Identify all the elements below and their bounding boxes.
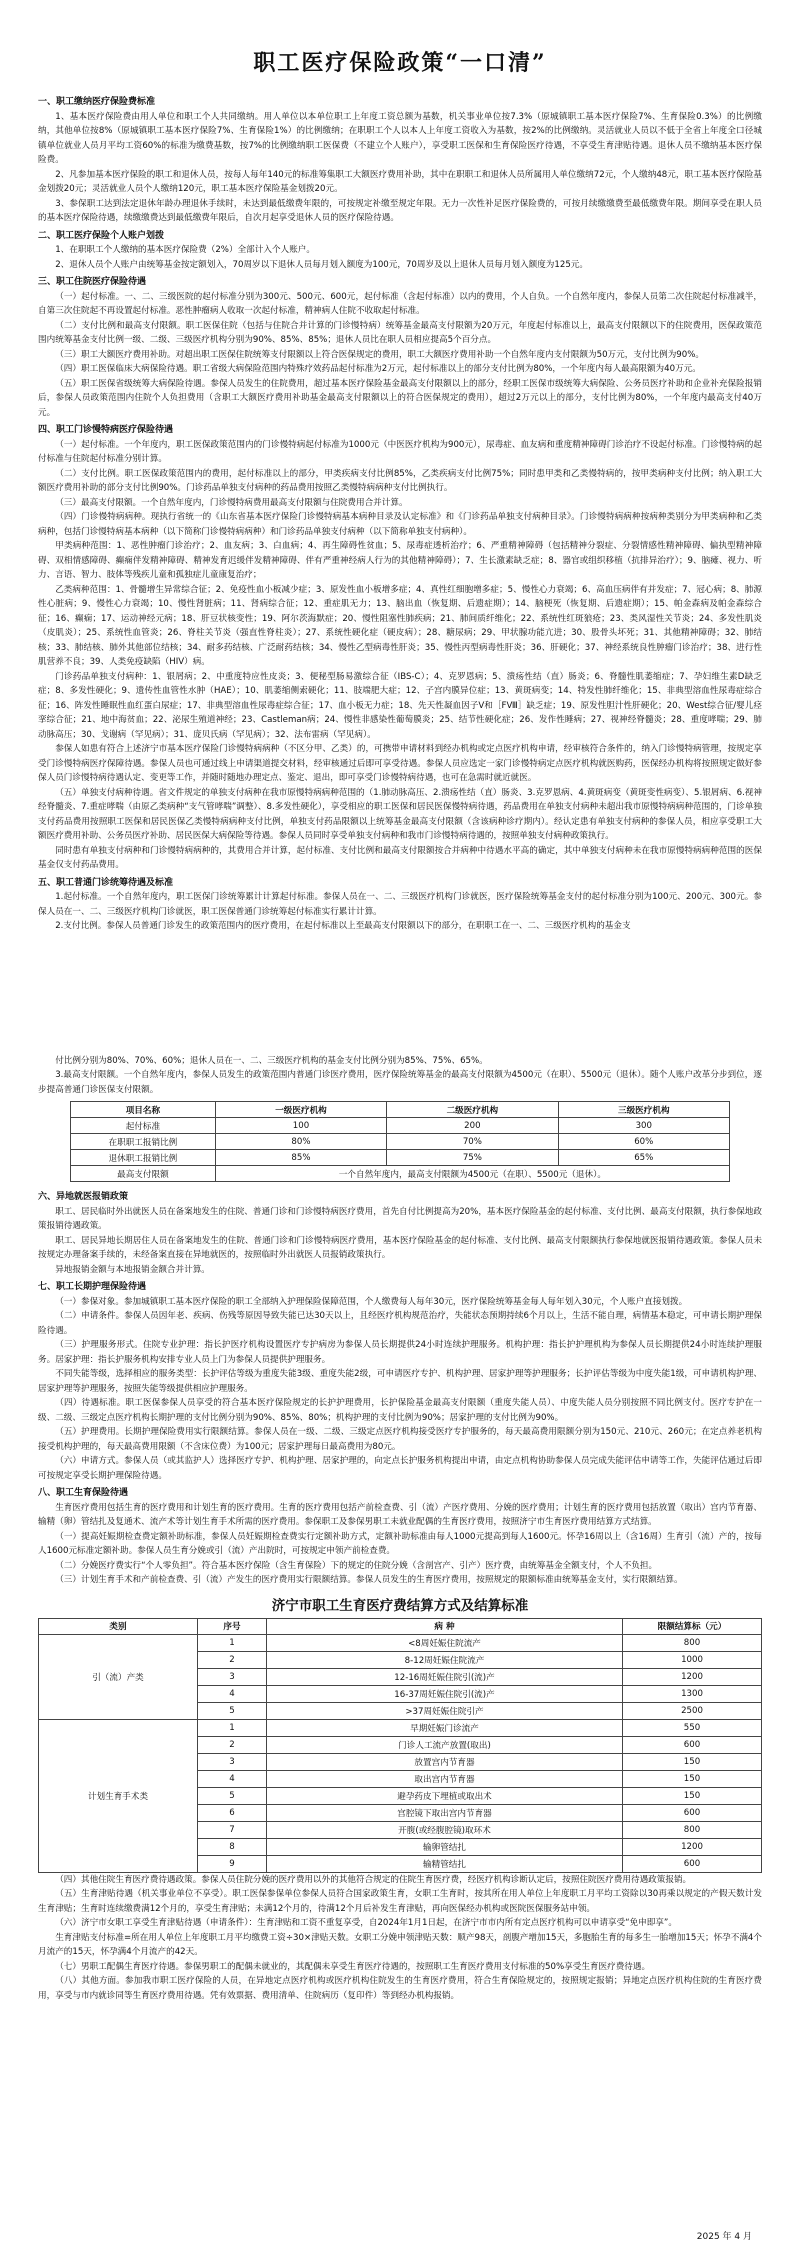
category-cell: 引（流）产类	[39, 1634, 198, 1719]
blank-gap	[38, 934, 762, 1054]
paragraph: （三）计划生育手术和产前检查费、引（流）产发生的医疗费用实行限额结算。参保人员发生的生育医疗费用，按照规定的限额标准由统筹基金支付，实行限额结算。	[55, 1575, 683, 1585]
table-cell: 600	[623, 1736, 762, 1753]
table-cell: 8	[198, 1838, 267, 1855]
paragraph: 生育医疗费用包括生育的医疗费用和计划生育的医疗费用。生育的医疗费用包括产前检查费、引（流）产医疗费用、分娩的医疗费用；计划生育的医疗费用包括放置（取出）宫内节育器、输精（卵）管结扎及复通术、流产术等计划生育手术所需的医疗费用。参保职工及参保男职工未就业配偶的生育医疗费用，按照济宁市生育医疗费用结算方式结算。	[38, 1502, 762, 1527]
table-cell: 3	[198, 1668, 267, 1685]
table-cell: 在职职工报销比例	[71, 1134, 216, 1150]
paragraph: （三）最高支付限额。一个自然年度内，门诊慢特病费用最高支付限额与住院费用合并计算。	[55, 497, 408, 508]
paragraph: （一）起付标准。一个年度内，职工医保政策范围内的门诊慢特病起付标准为1000元（中医医疗机构为900元），尿毒症、血友病和重度精神障碍门诊治疗不设起付标准。门诊慢特病的起付标准与住院起付标准分别计算。	[38, 439, 762, 464]
table-cell: 600	[623, 1804, 762, 1821]
table-cell: 9	[198, 1855, 267, 1872]
publish-date: 2025 年 4 月	[696, 2232, 752, 2242]
paragraph: 1、在职职工个人缴纳的基本医疗保险费（2%）全部计入个人账户。	[55, 245, 315, 255]
table-cell: 退休职工报销比例	[71, 1150, 216, 1166]
table-cell: 最高支付限额	[71, 1166, 216, 1182]
table-cell: 3	[198, 1753, 267, 1770]
table-cell: 1200	[623, 1838, 762, 1855]
outpatient-table-body	[71, 1118, 730, 1166]
paragraph: 3、参保职工达到法定退休年龄办理退休手续时，未达到最低缴费年限的，可按规定补缴至规定年限。无力一次性补足医疗保险费的，可按月续缴缴费至最低缴费年限。期间享受在职人员的基本医疗保险待遇，续缴缴费达到最低缴费年限后，自次月起享受退休人员的医疗保险待遇。	[38, 198, 762, 223]
table-header-cell: 限额结算标（元）	[623, 1618, 762, 1634]
paragraph: （一）参保对象。参加城镇职工基本医疗保险的职工全部纳入护理保险保障范围，个人缴费每人每年30元，医疗保险统筹基金每人每年划入30元，个人账户直接划拨。	[55, 1296, 688, 1307]
section-heading: 三、职工住院医疗保险待遇	[38, 277, 147, 287]
paragraph: 2、凡参加基本医疗保险的职工和退休人员，按每人每年140元的标准筹集职工大额医疗费用补助，其中在职职工和退休人员所属用人单位缴纳72元，个人缴纳48元，职工基本医疗保险基金划拨20元；灵活就业人员个人缴纳120元，职工基本医疗保险基金划拨20元。	[38, 169, 762, 194]
table-cell: 1300	[623, 1685, 762, 1702]
table-cell: 80%	[215, 1134, 386, 1150]
paragraph: （一）提高妊娠期检查费定额补助标准，参保人员妊娠期检查费实行定额补助方式，定额补助标准由每人1000元提高到每人1600元。怀孕16周以上（含16周）生育引（流）产的，按每人1600元标准定额补助。参保人员生育分娩或引（流）产出院时，可按规定申领产前检查费。	[38, 1531, 762, 1556]
table-cell: >37周妊娠住院引产	[267, 1702, 623, 1719]
outpatient-table	[70, 1101, 730, 1182]
paragraph: （三）职工大额医疗费用补助。对超出职工医保住院统筹支付限额以上符合医保规定的费用，职工大额医疗费用补助一个自然年度内支付限额为50万元，支付比例为90%。	[55, 349, 704, 360]
paragraph: 3.最高支付限额。一个自然年度内，参保人员发生的政策范围内普通门诊医疗费用，医疗保险统筹基金的最高支付限额为4500元（在职）、5500元（退休）。随个人账户改革分步到位，逐步提高普通门诊医保支付限额。	[38, 1070, 762, 1095]
table-cell: 12-16周妊娠住院引(流)产	[267, 1668, 623, 1685]
table-cell: 门诊人工流产放置(取出)	[267, 1736, 623, 1753]
paragraph: （四）其他住院生育医疗费待遇政策。参保人员住院分娩的医疗费用以外的其他符合规定的住院生育医疗费，经医疗机构诊断认定后，按照住院医疗费用待遇政策报销。	[55, 1874, 692, 1885]
paragraph: 乙类病种范围：1、骨髓增生异常综合征；2、免疫性血小板减少症；3、原发性血小板增多症；4、真性红细胞增多症；5、慢性心力衰竭；6、高血压病伴有并发症；7、冠心病；8、肺源性心脏病；9、慢性心力衰竭；10、慢性肾脏病；11、肾病综合征；12、重症肌无力；13、脑出血（恢复期、后遗症期）；14、脑梗死（恢复期、后遗症期）；15、帕金森病及帕金森综合征；16、癫痫；17、运动神经元病；18、肝豆状核变性；19、阿尔茨海默症；20、慢性阻塞性肺疾病；21、肺间质纤维化；22、系统性红斑狼疮；23、类风湿性关节炎；24、多发性肌炎（皮肌炎）；25、系统性血管炎；26、脊柱关节炎（强直性脊柱炎）；27、系统性硬化症（硬皮病）；28、糖尿病；29、甲状腺功能亢进；30、股骨头坏死；31、其他精神障碍；32、肺结核；33、肺结核、肺外其他部位结核；34、耐多药结核、广泛耐药结核；34、慢性乙型病毒性肝炎；35、慢性丙型病毒性肝炎；36、肝硬化；37、神经系统良性肿瘤门诊治疗；38、进行性肌营养不良；39、人类免疫缺陷（HIV）病。	[38, 584, 762, 667]
paragraph: （四）门诊慢特病病种。现执行省统一的《山东省基本医疗保险门诊慢特病基本病种目录及认定标准》和《门诊药品单独支付病种目录》。门诊慢特病病种按病种类别分为甲类病种和乙类病种，包括门诊慢特病基本病种（以下简称门诊慢特病病种）和门诊药品单独支付病种（以下简称单独支付病种）。	[38, 512, 762, 537]
paragraph: 异地报销金额与本地报销金额合并计算。	[55, 1264, 210, 1275]
table-cell: 60%	[558, 1134, 729, 1150]
table-header-cell: 二级医疗机构	[387, 1102, 558, 1118]
maternity-table-title: 济宁市职工生育医疗费结算方式及结算标准	[271, 1597, 529, 1614]
table-cell: 7	[198, 1821, 267, 1838]
paragraph: （五）职工医保省级统筹大病保险待遇。参保人员发生的住院费用，超过基本医疗保险基金最高支付限额以上的部分，经职工医保市级统筹大病保险、公务员医疗补助和企业补充保险报销后，参保人员政策范围内住院个人负担费用（含职工大额医疗费用补助基金最高支付限额以上的符合医保规定的费用），超过2万元以上的部分，支付比例为80%，一个年度内最高支付40万元。	[38, 378, 762, 418]
section-heading: 二、职工医疗保险个人账户划拨	[38, 230, 165, 241]
section-heading: 四、职工门诊慢特病医疗保险待遇	[38, 425, 174, 435]
table-header-cell: 序号	[198, 1618, 267, 1634]
table-cell: 200	[387, 1118, 558, 1134]
section-part-3	[38, 1190, 762, 1588]
paragraph: （六）申请方式。参保人员（或其监护人）选择医疗专护、机构护理、居家护理的，向定点长护服务机构提出申请，由定点机构协助参保人员完成失能评估申请等工作，失能评估通过后即可按规定享受长期护理保险待遇。	[38, 1456, 762, 1481]
paragraph: （二）支付比例。职工医保政策范围内的费用，起付标准以上的部分，甲类疾病支付比例85%，乙类疾病支付比例75%；同时患甲类和乙类慢特病的，按甲类病种支付比例；纳入职工大额医疗费用补助的部分支付比例90%。门诊药品单独支付病种的药品费用按照乙类慢特病病种支付比例执行。	[38, 468, 762, 493]
table-cell: 5	[198, 1787, 267, 1804]
table-cell: 取出宫内节育器	[267, 1770, 623, 1787]
table-cell: 16-37周妊娠住院引(流)产	[267, 1685, 623, 1702]
paragraph: 1、基本医疗保险费由用人单位和职工个人共同缴纳。用人单位以本单位职工上年度工资总额为基数，机关事业单位按7.3%（原城镇职工基本医疗保险7%、生育保险0.3%）的比例缴纳，其他单位按8%（原城镇职工基本医疗保险7%、生育保险1%）的比例缴纳；在职职工个人以本人上年度工资收入为基数，按2%的比例缴纳。灵活就业人员以不低于全省上年度全口径城镇单位就业人员月平均工资60%的标准为缴费基数，按7%的比例缴纳职工医保费（不建立个人账户），享受职工医保和生育保险医疗待遇，不享受生育津贴待遇。退休人员不缴纳基本医疗保险费。	[38, 111, 762, 165]
paragraph: 不同失能等级，选择相应的服务类型：长护评估等级为重度失能3级、重度失能2级，可申请医疗专护、机构护理、居家护理等护理服务；长护评估等级为中度失能1级，可申请机构护理、居家护理等护理服务，按照失能等级提供相应护理服务。	[38, 1369, 762, 1394]
table-cell: 开腹(或经腹腔镜)取环术	[267, 1821, 623, 1838]
category-cell: 计划生育手术类	[39, 1719, 198, 1872]
table-cell: 1	[198, 1719, 267, 1736]
table-row	[39, 1634, 762, 1651]
section-heading: 七、职工长期护理保险待遇	[38, 1282, 147, 1292]
paragraph: 职工、居民异地长期居住人员在备案地发生的住院、普通门诊和门诊慢特病医疗费用，基本医疗保险基金的起付标准、支付比例、最高支付限额执行参保地就医报销待遇政策。参保人员未按规定办理备案手续的，未经备案直接在异地就医的，按照临时外出就医人员报销政策执行。	[38, 1235, 762, 1260]
table-cell: 输卵管结扎	[267, 1838, 623, 1855]
table-cell: 4	[198, 1685, 267, 1702]
paragraph: 甲类病种范围：1、恶性肿瘤门诊治疗；2、血友病；3、白血病；4、再生障碍性贫血；5、尿毒症透析治疗；6、严重精神障碍（包括精神分裂症、分裂情感性精神障碍、偏执型精神障碍、双相情感障碍、癫痫伴发精神障碍、精神发育迟缓伴发精神障碍、伴有严重神经病人行为的其他精神障碍）；7、生长激素缺乏症；8、器官或组织移植（抗排异治疗）；9、脑瘫、视力、听力、言语、智力、肢体等残疾儿童和孤独症儿童康复治疗；	[38, 541, 762, 580]
section-heading: 八、职工生育保险待遇	[38, 1488, 129, 1498]
table-header-cell: 三级医疗机构	[558, 1102, 729, 1118]
table-header-row	[39, 1618, 762, 1634]
table-row	[71, 1166, 730, 1182]
table-cell: 8-12周妊娠住院流产	[267, 1651, 623, 1668]
table-cell: 75%	[387, 1150, 558, 1166]
section-heading: 六、异地就医报销政策	[38, 1192, 129, 1202]
table-row	[71, 1118, 730, 1134]
table-cell: 150	[623, 1787, 762, 1804]
table-cell: 1000	[623, 1651, 762, 1668]
paragraph: （二）支付比例和最高支付限额。职工医保住院（包括与住院合并计算的门诊慢特病）统筹基金最高支付限额为20万元，年度起付标准以上，最高支付限额以下的住院费用，医保政策范围内统筹基金支付比例一级、二级、三级医疗机构分别为90%、85%、85%；退休人员比在职人员相应提高5个百分点。	[38, 320, 762, 345]
paragraph: （四）职工医保临床大病保险待遇。职工省级大病保险范围内特殊疗效药品起付标准为2万元，起付标准以上的部分支付比例为80%，一个年度内每人最高限额为40万元。	[55, 364, 701, 374]
table-cell: 1	[198, 1634, 267, 1651]
section-part-4	[38, 1873, 762, 2004]
table-cell: 输精管结扎	[267, 1855, 623, 1872]
table-cell: 600	[623, 1855, 762, 1872]
table-cell: 85%	[215, 1150, 386, 1166]
table-cell: <8周妊娠住院流产	[267, 1634, 623, 1651]
paragraph: 门诊药品单独支付病种：1、银屑病；2、中重度特应性皮炎；3、便秘型肠易激综合征（IBS-C）；4、克罗恩病；5、溃疡性结（直）肠炎；6、脊髓性肌萎缩症；7、孕妇维生素D缺乏症；8、多发性硬化；9、遗传性血管性水肿（HAE）；10、肌萎缩侧索硬化；11、肢端肥大症；12、子宫内膜异位症；13、黄斑病变；14、特发性肺纤维化；15、非典型溶血性尿毒症综合征；16、阵发性睡眠性血红蛋白尿症；17、非典型溶血性尿毒症综合征；17、血小板无力症；18、先天性凝血因子Ⅴ和［FⅧ］缺乏症；19、原发性胆汁性肝硬化；20、West综合征/婴儿痉挛综合征；21、地中海贫血；22、泌尿生殖道神经；23、Castleman病；24、慢性非感染性葡萄膜炎；25、结节性硬化症；26、发作性睡病；27、视神经脊髓炎；28、重度哮喘；29、肺动脉高压；30、戈谢病（罕见病）；31、庞贝氏病（罕见病）；32、法布雷病（罕见病）。	[38, 671, 762, 740]
paragraph: （八）其他方面。参加我市职工医疗保险的人员，在异地定点医疗机构或医疗机构住院发生的生育医疗费用，符合生育保险规定的，按照规定报销；异地定点医疗机构住院的生育医疗费用，享受与市内就诊同等生育医疗费用待遇。凭有效票据、费用清单、住院病历（复印件）等到经办机构报销。	[38, 1976, 762, 2001]
page-title: 职工医疗保险政策“一口清”	[253, 50, 547, 76]
table-cell: 70%	[387, 1134, 558, 1150]
paragraph: 2、退休人员个人账户由统筹基金按定额划入，70周岁以下退休人员每月划入额度为100元，70周岁及以上退休人员每月划入额度为125元。	[55, 259, 588, 270]
table-row	[71, 1150, 730, 1166]
paragraph: （一）起付标准。一、二、三级医院的起付标准分别为300元、500元、600元，起付标准（含起付标准）以内的费用，个人自负。一个自然年度内，参保人员第二次住院起付标准减半，自第三次住院起不再设置起付标准。恶性肿瘤病人收取一次起付标准，精神病人住院不收取起付标准。	[38, 291, 762, 316]
table-header-cell: 项目名称	[71, 1102, 216, 1118]
table-cell: 放置宫内节育器	[267, 1753, 623, 1770]
table-row	[39, 1719, 762, 1736]
table-cell: 2	[198, 1736, 267, 1753]
paragraph: （五）生育津贴待遇（机关事业单位不享受）。职工医保参保单位参保人员符合国家政策生育，女职工生育时，按其所在用人单位上年度职工月平均工资除以30再乘以规定的产假天数计发生育津贴；生育时连续缴费满12个月的，享受生育津贴；未满12个月的，待满12个月后补发生育津贴，再向医保经办机构或医院医保服务站申领。	[38, 1889, 762, 1914]
table-cell: 300	[558, 1118, 729, 1134]
maternity-table-body	[39, 1634, 762, 1872]
paragraph: 生育津贴支付标准=所在用人单位上年度职工月平均缴费工资÷30×津贴天数。女职工分娩申领津贴天数：顺产98天，剖腹产增加15天，多胞胎生育的每多生一胎增加15天；怀孕不满4个月流产的15天，怀孕满4个月流产的42天。	[38, 1932, 762, 1957]
table-cell: 宫腔镜下取出宫内节育器	[267, 1804, 623, 1821]
section-heading: 一、职工缴纳医疗保险费标准	[38, 97, 156, 107]
table-cell: 800	[623, 1821, 762, 1838]
table-cell: 1200	[623, 1668, 762, 1685]
section-heading: 五、职工普通门诊统筹待遇及标准	[38, 877, 174, 888]
paragraph: （三）护理服务形式。住院专业护理：指长护医疗机构设置医疗专护病房为参保人员长期提供24小时连续护理服务。机构护理：指长护护理机构为参保人员长期提供24小时连续护理服务。居家护理：指长护服务机构安排专业人员上门为参保人员提供护理服务。	[38, 1340, 762, 1365]
paragraph: （四）待遇标准。职工医保参保人员享受的符合基本医疗保险规定的长护护理费用，长护保险基金最高支付限额（重度失能人员）、中度失能人员分别按照不同比例支付。医疗专护在一级、二级、三级定点医疗机构长期护理的支付比例分别为90%、85%、80%；机构护理的支付比例为90%；居家护理的支付比例为90%。	[38, 1398, 762, 1423]
table-cell: 避孕药皮下埋植或取出术	[267, 1787, 623, 1804]
table-cell: 一个自然年度内，最高支付限额为4500元（在职）、5500元（退休）。	[215, 1166, 729, 1182]
maternity-table	[38, 1618, 762, 1873]
table-cell: 100	[215, 1118, 386, 1134]
table-cell: 2500	[623, 1702, 762, 1719]
paragraph: （五）单独支付病种待遇。省文件规定的单独支付病种在我市原慢特病病种范围的（1.肺动脉高压、2.溃疡性结（直）肠炎、3.克罗恩病、4.黄斑病变（黄斑变性病变）、5.银屑病、6.视神经脊髓炎、7.重症哮喘（由原乙类病种“支气管哮喘”调整）、8.多发性硬化），享受相应的职工医保和居民医保慢特病待遇，药品费用在单独支付病种未超出我市原慢特病病种范围的，门诊单独支付药品费用按照职工医保和居民医保乙类慢特病病种支付比例，单独支付药品限额以上统筹基金最高支付限额（含该病种诊疗期内）。经认定患有单独支付病种的参保人员，相应享受职工大额医疗费用补助、公务员医疗补助、居民医保大病保险等待遇。参保人员同时享受单独支付病种和我市门诊慢特病待遇的，按照单独支付病种政策执行。	[38, 787, 762, 841]
paragraph: 职工、居民临时外出就医人员在备案地发生的住院、普通门诊和门诊慢特病医疗费用，首先自付比例提高为20%，基本医疗保险基金的起付标准、支付比例、最高支付限额，执行参保地政策报销待遇政策。	[38, 1206, 762, 1231]
table-cell: 4	[198, 1770, 267, 1787]
table-row	[71, 1134, 730, 1150]
table-cell: 6	[198, 1804, 267, 1821]
table-cell: 65%	[558, 1150, 729, 1166]
paragraph: （六）济宁市女职工享受生育津贴待遇（申请条件）：生育津贴和工资不重复享受，自2024年1月1日起，在济宁市市内所有定点医疗机构可以申请享受“免申即享”。	[55, 1918, 677, 1928]
table-cell: 150	[623, 1770, 762, 1787]
paragraph: 同时患有单独支付病种和门诊慢特病病种的，其费用合并计算，起付标准、支付比例和最高支付限额按合并病种中待遇水平高的确定，其中单独支付病种未在我市原慢特病病种范围的医保基金仅支付药品费用。	[38, 845, 762, 870]
section-part-1	[38, 95, 762, 934]
table-cell: 150	[623, 1753, 762, 1770]
paragraph: （二）申请条件。参保人员因年老、疾病、伤残等原因导致失能已达30天以上，且经医疗机构规范治疗，失能状态预期持续6个月以上，生活不能自理，病情基本稳定，可申请长期护理保险待遇。	[38, 1311, 762, 1336]
table-cell: 2	[198, 1651, 267, 1668]
table-cell: 起付标准	[71, 1118, 216, 1134]
table-cell: 5	[198, 1702, 267, 1719]
paragraph: 2.支付比例。参保人员普通门诊发生的政策范围内的医疗费用，在起付标准以上至最高支付限额以下的部分，在职职工在一、二、三级医疗机构的基金支	[55, 921, 631, 931]
table-header-cell: 一级医疗机构	[215, 1102, 386, 1118]
paragraph: 1.起付标准。一个自然年度内，职工医保门诊统筹累计计算起付标准。参保人员在一、二、三级医疗机构门诊就医，医疗保险统筹基金支付的起付标准分别为100元、200元、300元。参保人员在一、二、三级医疗机构门诊就医，职工医保普通门诊统筹起付标准实行累计计算。	[38, 892, 762, 917]
table-cell: 550	[623, 1719, 762, 1736]
paragraph: 参保人如患有符合上述济宁市基本医疗保险门诊慢特病病种（不区分甲、乙类）的，可携带申请材料到经办机构或定点医疗机构申请，经审核符合条件的，纳入门诊慢特病管理，按规定享受门诊慢特病医疗保障待遇。参保人员也可通过线上申请渠道提交材料，经审核通过后即可享受待遇。参保人员应选定一家门诊慢特病定点医疗机构就医购药，医保经办机构将按照规定做好参保人员门诊慢特病待遇认定、变更等工作，并随时随地办理定点、鉴定、退出，即可享受门诊慢特病待遇，也可在急需时就近就医。	[38, 744, 762, 783]
paragraph: （五）护理费用。长期护理保险费用实行限额结算。参保人员在一级、二级、三级定点医疗机构接受医疗专护服务的，每天最高费用限额分别为150元、210元、260元；在定点养老机构接受机构护理的，每天最高费用限额（不含床位费）为100元；居家护理每日最高费用为80元。	[38, 1427, 762, 1452]
table-cell: 800	[623, 1634, 762, 1651]
table-header-row	[71, 1102, 730, 1118]
paragraph: （二）分娩医疗费实行“个人零负担”。符合基本医疗保险（含生育保险）下的规定的住院分娩（含剖宫产、引产）医疗费，由统筹基金全额支付，个人不负担。	[55, 1560, 658, 1571]
paragraph: （七）男职工配偶生育医疗待遇。参保男职工的配偶未就业的，其配偶未享受生育医疗待遇的，按照职工生育医疗费用支付标准的50%享受生育医疗费待遇。	[55, 1961, 651, 1972]
paragraph: 付比例分别为80%、70%、60%；退休人员在一、二、三级医疗机构的基金支付比例分别为85%、75%、65%。	[55, 1055, 488, 1066]
table-cell: 早期妊娠门诊流产	[267, 1719, 623, 1736]
table-header-cell: 类别	[39, 1618, 198, 1634]
section-part-2	[38, 1054, 762, 1098]
table-header-cell: 病 种	[267, 1618, 623, 1634]
